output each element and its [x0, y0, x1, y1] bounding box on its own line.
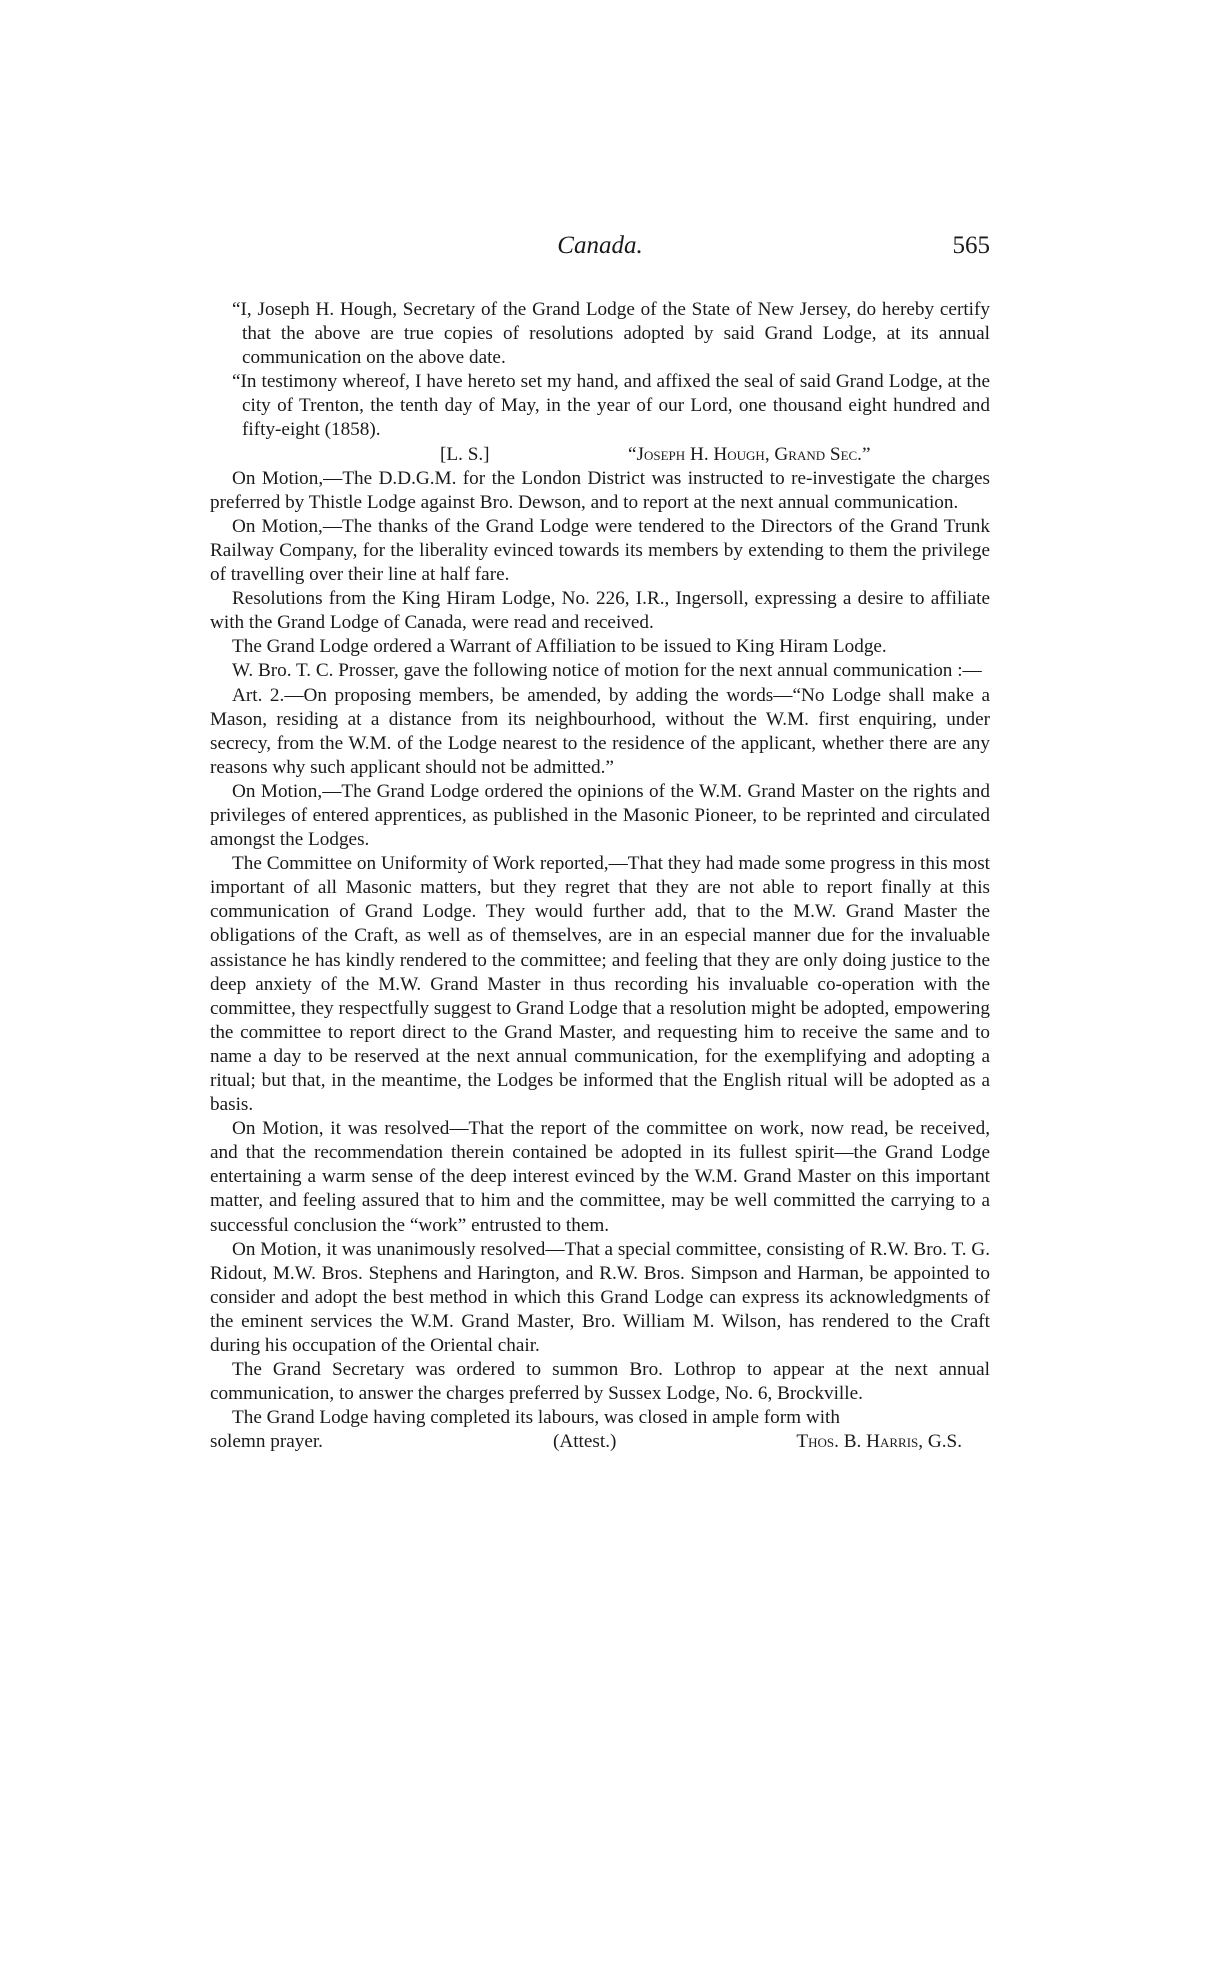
paragraph: On Motion,—The D.D.G.M. for the London District was instructed to re-investigate the charges preferred by Thistle Lodge against Bro. Dewson, and to report at the next annual communication.: [210, 467, 990, 513]
closing-text: solemn prayer.: [210, 1431, 323, 1453]
paragraph: W. Bro. T. C. Prosser, gave the following notice of motion for the next annual communication :—: [232, 660, 982, 682]
running-head: Canada.: [557, 232, 643, 259]
paragraph: The Committee on Uniformity of Work reported,—That they had made some progress in this most important of all Masonic matters, but they regret that they are not able to report finally at this communication of Grand Lodge. They would further add, that to the M.W. Grand Master the obligations of the Craft, as well as of themselves, are in an especial manner due for the invaluable assistance he has kindly rendered to the committee; and feeling that they are only doing justice to the deep anxiety of the M.W. Grand Master in thus recording his invaluable co-operation with the committee, they respectfully suggest to Grand Lodge that a resolution might be adopted, empowering the committee to report direct to the Grand Master, and requesting him to receive the same and to name a day to be reserved at the next annual communication, for the exemplifying and adopting a ritual; but that, in the meantime, the Lodges be informed that the English ritual will be adopted as a basis.: [210, 853, 990, 1116]
certification-paragraph: “In testimony whereof, I have hereto set my hand, and affixed the seal of said Grand Lodge, at the city of Trenton, the tenth day of May, in the year of our Lord, one thousand eight hundred and fifty-eight (1858).: [232, 371, 990, 441]
paragraph: On Motion, it was resolved—That the report of the committee on work, now read, be received, and that the recommendation therein contained be adopted in its fullest spirit—the Grand Lodge entertaining a warm sense of the deep interest evinced by the W.M. Grand Master on this important matter, and feeling assured that to him and the committee, may be well committed the carrying to a successful conclusion the “work” entrusted to them.: [210, 1118, 990, 1236]
paragraph: Resolutions from the King Hiram Lodge, No. 226, I.R., Ingersoll, expressing a desire to affiliate with the Grand Lodge of Canada, were read and received.: [210, 588, 990, 634]
page-header: [210, 232, 990, 272]
seal-line: [440, 443, 990, 467]
page-number: 565: [952, 232, 990, 259]
paragraph: On Motion, it was unanimously resolved—That a special committee, consisting of R.W. Bro. T. G. Ridout, M.W. Bros. Stephens and Harington, and R.W. Bros. Simpson and Harman, be appointed to consider and adopt the best method in which this Grand Lodge can express its acknowledgments of the eminent services the W.M. Grand Master, Bro. William M. Wilson, has rendered to the Craft during his occupation of the Oriental chair.: [210, 1238, 990, 1357]
certification-paragraph: “I, Joseph H. Hough, Secretary of the Grand Lodge of the State of New Jersey, do hereby certify that the above are true copies of resolutions adopted by said Grand Lodge, at its annual communication on the above date.: [232, 299, 990, 369]
seal-signature: “Joseph H. Hough, Grand Sec.”: [628, 443, 871, 465]
paragraph: The Grand Secretary was ordered to summon Bro. Lothrop to appear at the next annual communication, to answer the charges preferred by Sussex Lodge, No. 6, Brockville.: [210, 1359, 990, 1405]
paragraph: The Grand Lodge having completed its labours, was closed in ample form with: [232, 1407, 840, 1429]
closing-line: [210, 1430, 990, 1454]
body-text: [210, 298, 990, 1455]
paragraph: Art. 2.—On proposing members, be amended, by adding the words—“No Lodge shall make a Mason, residing at a distance from its neighbourhood, without the W.M. first enquiring, under secrecy, from the W.M. of the Lodge nearest to the residence of the applicant, whether there are any reasons why such applicant should not be admitted.”: [210, 684, 990, 778]
seal-label: [L. S.]: [440, 443, 490, 465]
attest-label: (Attest.): [552, 1431, 617, 1453]
paragraph: The Grand Lodge ordered a Warrant of Affiliation to be issued to King Hiram Lodge.: [232, 636, 887, 658]
paragraph: On Motion,—The Grand Lodge ordered the opinions of the W.M. Grand Master on the rights and privileges of entered apprentices, as published in the Masonic Pioneer, to be reprinted and circulated amongst the Lodges.: [210, 780, 990, 851]
paragraph: On Motion,—The thanks of the Grand Lodge were tendered to the Directors of the Grand Trunk Railway Company, for the liberality evinced towards its members by extending to them the privilege of travelling over their line at half fare.: [210, 515, 990, 586]
closing-signature: Thos. B. Harris, G.S.: [796, 1431, 962, 1453]
